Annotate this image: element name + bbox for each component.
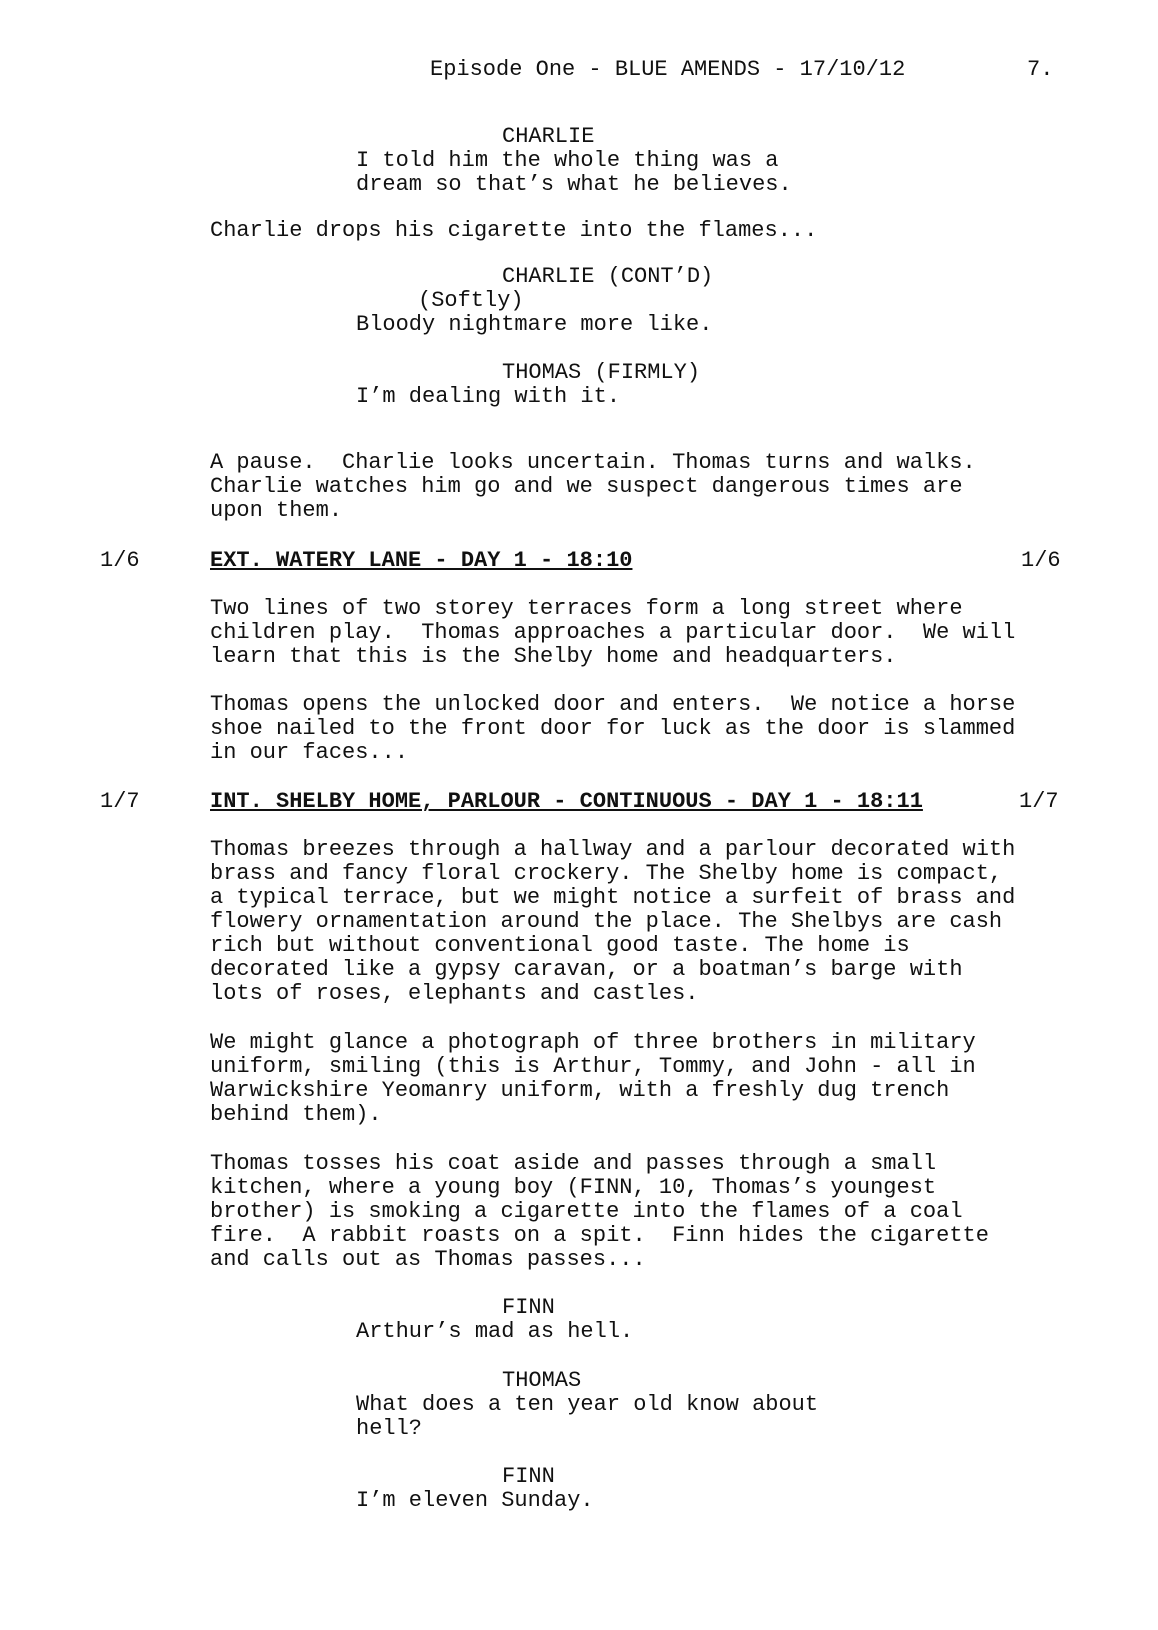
dialogue: I’m dealing with it. bbox=[356, 384, 621, 409]
page-number: 7. bbox=[1027, 57, 1054, 82]
header-title: Episode One - BLUE AMENDS - 17/10/12 bbox=[430, 57, 906, 82]
action-block: Thomas breezes through a hallway and a parlour decorated with brass and fancy floral crockery. The Shelby home is compact, a typical terrace, but we might notice a surfeit of brass and flowery ornamentation around the place. The Shelbys are cash rich but without conventional good taste. The home is decorated like a gypsy caravan, or a boatman’s barge with lots of roses, elephants and castles. bbox=[210, 837, 1016, 1006]
character-cue: THOMAS (FIRMLY) bbox=[502, 360, 701, 385]
character-cue: CHARLIE bbox=[502, 124, 595, 149]
scene-number-right: 1/7 bbox=[1019, 789, 1059, 814]
action-block: A pause. Charlie looks uncertain. Thomas turns and walks. Charlie watches him go and we suspect dangerous times are upon them. bbox=[210, 450, 976, 523]
action-block: Thomas opens the unlocked door and enters. We notice a horse shoe nailed to the front door for luck as the door is slammed in our faces... bbox=[210, 692, 1016, 765]
dialogue: I told him the whole thing was a dream so that’s what he believes. bbox=[356, 148, 792, 197]
scene-heading-row bbox=[0, 549, 1158, 573]
action-line: Charlie drops his cigarette into the flames... bbox=[210, 218, 818, 243]
character-cue: THOMAS bbox=[502, 1368, 582, 1393]
dialogue: Bloody nightmare more like. bbox=[356, 312, 713, 337]
scene-number-left: 1/7 bbox=[100, 789, 140, 814]
character-cue: FINN bbox=[502, 1464, 555, 1489]
scene-number-right: 1/6 bbox=[1021, 548, 1061, 573]
character-cue: CHARLIE (CONT’D) bbox=[502, 264, 714, 289]
dialogue: Arthur’s mad as hell. bbox=[356, 1319, 634, 1344]
action-block: Two lines of two storey terraces form a long street where children play. Thomas approaches a particular door. We will learn that this is the Shelby home and headquarters. bbox=[210, 596, 1016, 669]
dialogue: What does a ten year old know about hell? bbox=[356, 1392, 819, 1441]
scene-heading-row bbox=[0, 790, 1158, 814]
character-cue: FINN bbox=[502, 1295, 555, 1320]
scene-heading: INT. SHELBY HOME, PARLOUR - CONTINUOUS - DAY 1 - 18:11 bbox=[210, 789, 923, 814]
parenthetical: (Softly) bbox=[418, 288, 524, 313]
dialogue: I’m eleven Sunday. bbox=[356, 1488, 594, 1513]
page-header bbox=[0, 58, 1158, 82]
scene-number-left: 1/6 bbox=[100, 548, 140, 573]
scene-heading: EXT. WATERY LANE - DAY 1 - 18:10 bbox=[210, 548, 633, 573]
action-block: We might glance a photograph of three brothers in military uniform, smiling (this is Arthur, Tommy, and John - all in Warwickshire Yeomanry uniform, with a freshly dug trench behind them). bbox=[210, 1030, 976, 1127]
action-block: Thomas tosses his coat aside and passes through a small kitchen, where a young boy (FINN, 10, Thomas’s youngest brother) is smoking a cigarette into the flames of a coal fire. A rabbit roasts on a spit. Finn hides the cigarette and calls out as Thomas passes... bbox=[210, 1151, 989, 1272]
